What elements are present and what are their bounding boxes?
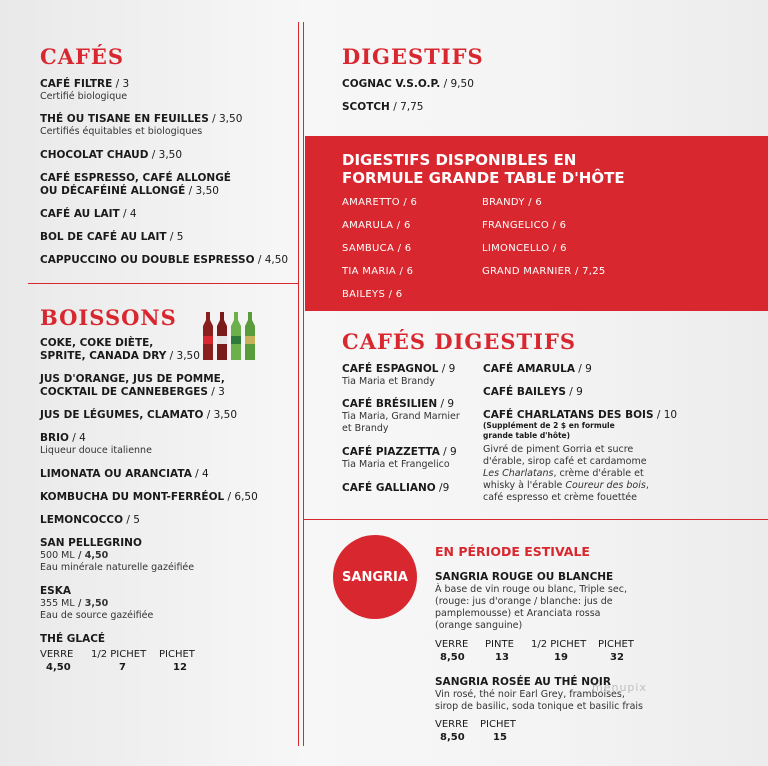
price-header: VERRE xyxy=(435,719,469,730)
price-header: VERRE xyxy=(40,649,74,660)
menu-item: JUS D'ORANGE, JUS DE POMME, xyxy=(40,373,225,385)
menu-item: SANGRIA ROSÉE AU THÉ NOIR xyxy=(435,676,611,688)
menu-item-note: grande table d'hôte) xyxy=(483,431,571,440)
canada-dry-bottle-icon xyxy=(245,312,255,360)
digestif-item: AMARULA / 6 xyxy=(342,220,411,231)
menu-item: CAFÉ CHARLATANS DES BOIS / 10 xyxy=(483,409,678,421)
sangria-rouge-prices xyxy=(435,639,675,667)
vertical-divider-2 xyxy=(303,22,304,746)
table-hote-title: DIGESTIFS DISPONIBLES EN xyxy=(342,151,577,169)
price-value: 15 xyxy=(493,732,507,743)
digestif-item: LIMONCELLO / 6 xyxy=(482,243,567,254)
menu-item: OU DÉCAFÉINÉ ALLONGÉ / 3,50 xyxy=(40,185,219,197)
menu-item: CAFÉ ESPAGNOL / 9 xyxy=(342,363,456,375)
menu-item-desc: Vin rosé, thé noir Earl Grey, framboises, xyxy=(435,689,625,700)
menu-item: CAFÉ AU LAIT / 4 xyxy=(40,208,137,220)
menu-item-desc: Eau minérale naturelle gazéifiée xyxy=(40,562,195,573)
menu-item: THÉ OU TISANE EN FEUILLES / 3,50 xyxy=(40,113,243,125)
menu-item-desc: pamplemousse) et Aranciata rossa xyxy=(435,608,601,619)
menu-item: CAFÉ ESPRESSO, CAFÉ ALLONGÉ xyxy=(40,172,231,184)
price-header: PINTE xyxy=(485,639,514,650)
menu-item-desc: Tia Maria et Brandy xyxy=(342,376,435,387)
menu-item: COCKTAIL DE CANNEBERGES / 3 xyxy=(40,386,225,398)
price-header: PICHET xyxy=(598,639,634,650)
menu-item-desc: sirop de basilic, soda tonique et basilic frais xyxy=(435,701,643,712)
menu-item-note: (Supplément de 2 $ en formule xyxy=(483,421,615,430)
menu-item: COKE, COKE DIÈTE, xyxy=(40,337,154,349)
menu-item-desc: Les Charlatans, crème d'érable et xyxy=(483,468,644,479)
price-value: 19 xyxy=(554,652,568,663)
menu-item-desc: Tia Maria, Grand Marnier xyxy=(342,411,460,422)
table-hote-title: FORMULE GRANDE TABLE D'HÔTE xyxy=(342,169,625,187)
price-header: 1/2 PICHET xyxy=(91,649,147,660)
menu-item: CAPPUCCINO OU DOUBLE ESPRESSO / 4,50 xyxy=(40,254,289,266)
menu-item: CAFÉ BRÉSILIEN / 9 xyxy=(342,398,455,410)
price-value: 8,50 xyxy=(440,652,465,663)
price-header: VERRE xyxy=(435,639,469,650)
menu-item: CAFÉ BAILEYS / 9 xyxy=(483,386,583,398)
sangria-rosee-prices xyxy=(435,719,555,747)
digestif-item: FRANGELICO / 6 xyxy=(482,220,567,231)
estivale-title: EN PÉRIODE ESTIVALE xyxy=(435,544,590,559)
digestif-item: SAMBUCA / 6 xyxy=(342,243,412,254)
soda-bottles-image xyxy=(200,310,262,362)
price-value: 13 xyxy=(495,652,509,663)
the-glace-prices xyxy=(40,649,240,677)
watermark: menupix xyxy=(592,681,647,694)
menu-item-desc: Certifié biologique xyxy=(40,91,128,102)
menu-item: SAN PELLEGRINO xyxy=(40,537,142,549)
cafes-title: CAFÉS xyxy=(40,44,125,69)
menu-item: THÉ GLACÉ xyxy=(40,633,106,645)
menu-item: CAFÉ PIAZZETTA / 9 xyxy=(342,446,457,458)
menu-item: JUS DE LÉGUMES, CLAMATO / 3,50 xyxy=(40,409,237,421)
price-header: PICHET xyxy=(159,649,195,660)
price-value: 4,50 xyxy=(46,662,71,673)
menu-item-size: 500 ML / 4,50 xyxy=(40,550,109,561)
menu-item: KOMBUCHA DU MONT-FERRÉOL / 6,50 xyxy=(40,491,258,503)
menu-item-desc: whisky à l'érable Coureur des bois, xyxy=(483,480,649,491)
menu-item-desc: Liqueur douce italienne xyxy=(40,445,152,456)
menu-item-size: 355 ML / 3,50 xyxy=(40,598,109,609)
menu-item: CAFÉ GALLIANO /9 xyxy=(342,482,450,494)
menu-item: BRIO / 4 xyxy=(40,432,86,444)
menu-item-desc: café espresso et crème fouettée xyxy=(483,492,637,503)
digestifs-title: DIGESTIFS xyxy=(342,44,484,69)
digestif-item: BRANDY / 6 xyxy=(482,197,543,208)
menu-item: CAFÉ FILTRE / 3 xyxy=(40,78,130,90)
menu-item-desc: Eau de source gazéifiée xyxy=(40,610,154,621)
menu-item: LIMONATA OU ARANCIATA / 4 xyxy=(40,468,209,480)
right-divider xyxy=(303,519,768,520)
sprite-bottle-icon xyxy=(231,312,241,360)
menu-item: ESKA xyxy=(40,585,71,597)
menu-item: CAFÉ AMARULA / 9 xyxy=(483,363,592,375)
coke-diet-bottle-icon xyxy=(217,312,227,360)
price-value: 7 xyxy=(119,662,126,673)
digestif-item: GRAND MARNIER / 7,25 xyxy=(482,266,606,277)
menu-item-desc: Tia Maria et Frangelico xyxy=(342,459,450,470)
menu-item: SCOTCH / 7,75 xyxy=(342,101,424,113)
menu-item: CHOCOLAT CHAUD / 3,50 xyxy=(40,149,183,161)
menu-item-desc: À base de vin rouge ou blanc, Triple sec, xyxy=(435,584,627,595)
coke-bottle-icon xyxy=(203,312,213,360)
menu-item: LEMONCOCCO / 5 xyxy=(40,514,140,526)
boissons-title: BOISSONS xyxy=(40,305,177,330)
price-value: 12 xyxy=(173,662,187,673)
digestif-item: BAILEYS / 6 xyxy=(342,289,403,300)
menu-item: BOL DE CAFÉ AU LAIT / 5 xyxy=(40,231,184,243)
menu-item: SANGRIA ROUGE OU BLANCHE xyxy=(435,571,614,583)
price-header: PICHET xyxy=(480,719,516,730)
menu-item-desc: d'érable, sirop café et cardamome xyxy=(483,456,647,467)
price-value: 8,50 xyxy=(440,732,465,743)
menu-item-desc: (orange sanguine) xyxy=(435,620,523,631)
menu-item-desc: et Brandy xyxy=(342,423,389,434)
price-header: 1/2 PICHET xyxy=(531,639,587,650)
cafes-digestifs-title: CAFÉS DIGESTIFS xyxy=(342,329,577,354)
menu-item-desc: (rouge: jus d'orange / blanche: jus de xyxy=(435,596,613,607)
digestif-item: AMARETTO / 6 xyxy=(342,197,418,208)
digestif-item: TIA MARIA / 6 xyxy=(342,266,414,277)
menu-item-desc: Givré de piment Gorria et sucre xyxy=(483,444,634,455)
vertical-divider-1 xyxy=(298,22,299,746)
left-divider xyxy=(28,283,298,284)
menu-item: COGNAC V.S.O.P. / 9,50 xyxy=(342,78,474,90)
price-value: 32 xyxy=(610,652,624,663)
menu-item-desc: Certifiés équitables et biologiques xyxy=(40,126,203,137)
sangria-badge: SANGRIA xyxy=(333,535,417,619)
menu-item: SPRITE, CANADA DRY / 3,50 xyxy=(40,350,200,362)
